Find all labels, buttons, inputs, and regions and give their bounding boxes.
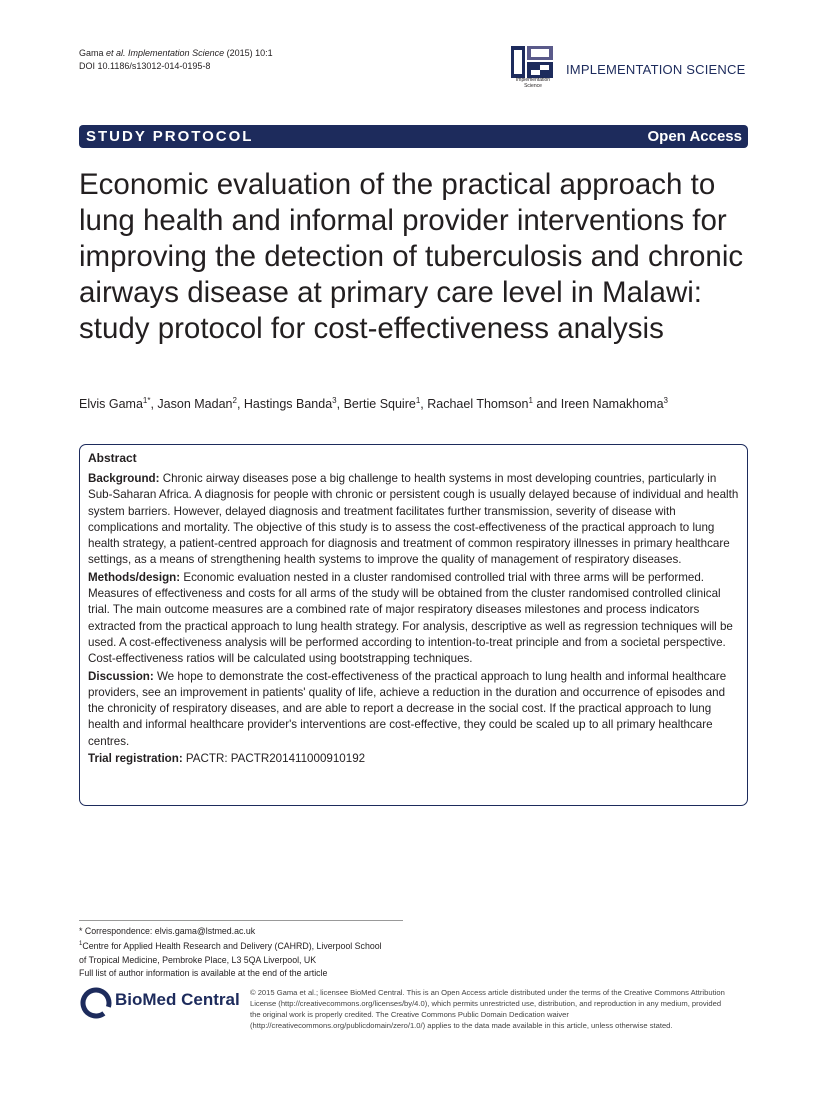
author[interactable]: Bertie Squire$^1$ bbox=[343, 396, 421, 412]
author-list: Elvis Gama$^{1*}$, Jason Madan$^2$, Hastings Banda$^3$, Bertie Squire$^1$, Rachael Thomson$^1$ and Ireen Namakhoma$^3$ bbox=[79, 396, 668, 412]
license-statement: © 2015 Gama et al.; licensee BioMed Central. This is an Open Access article distributed under the terms of the Creative Commons Attribution License (http://creativecommons.org/licenses/by/4.0), which permits unrestricted use, distribution, and reproduction in any medium, provided the original work is properly credited. The Creative Commons Public Domain Dedication waiver (http://creativecommons.org/publicdomain/zero/1.0/) applies to the data made available in this article, unless otherwise stated. bbox=[250, 988, 725, 1030]
footnote-divider bbox=[79, 920, 403, 921]
author[interactable]: Rachael Thomson$^1$ bbox=[427, 396, 533, 412]
author[interactable]: Jason Madan$^2$ bbox=[157, 396, 237, 412]
journal-logo bbox=[511, 46, 751, 94]
abstract-heading: Abstract bbox=[88, 451, 137, 465]
biomed-central-circle-icon bbox=[79, 986, 113, 1020]
abstract-background: Background: Chronic airway diseases pose a big challenge to health systems in most developing countries, particularly in Sub-Saharan Africa. A diagnosis for people with chronic or persistent cough is usually delayed because of individual and health system barriers. However, delayed diagnosis and treatment facilitates further transmission, severity of disease with complications and mortality. The objective of this study is to assess the cost-effectiveness of the practical approach to lung health strategy, a patient-centred approach for diagnosis and treatment of common respiratory illnesses in primary healthcare settings, as a means of strengthening health systems to improve the quality of management of respiratory diseases. bbox=[88, 472, 739, 567]
citation-header bbox=[79, 47, 273, 73]
correspondence-email[interactable]: elvis.gama@lstmed.ac.uk bbox=[154, 926, 256, 936]
author[interactable]: Hastings Banda$^3$ bbox=[243, 396, 337, 412]
correspondence: * Correspondence: elvis.gama@lstmed.ac.uk bbox=[79, 926, 256, 936]
biomed-central-logo bbox=[79, 986, 239, 1020]
et-al: et al. bbox=[106, 48, 126, 58]
article-title: Economic evaluation of the practical approach to lung health and informal provider interventions for improving the detection of tuberculosis and chronic airways disease at primary care level in Malawi: study protocol for cost-effectiveness analysis bbox=[79, 168, 744, 345]
abstract-discussion: Discussion: We hope to demonstrate the cost-effectiveness of the practical approach to lung health and informal healthcare providers, see an improvement in patients' quality of life, achieve a reduction in the duration and occurrence of episodes and the chronicity of respiratory diseases, and are able to report a decrease in the social cost. If the practical approach to lung health and informal healthcare provider's interventions are cost-effective, they could be scaled up to all primary healthcare centres. bbox=[88, 669, 727, 748]
affiliation-cont: of Tropical Medicine, Pembroke Place, L3 5QA Liverpool, UK bbox=[79, 954, 317, 965]
biomed-central-name: BioMed Central bbox=[115, 990, 240, 1009]
implementation-science-logo-icon bbox=[511, 46, 553, 78]
journal-logo-name: IMPLEMENTATION SCIENCE bbox=[566, 62, 746, 77]
abstract-methods: Methods/design: Economic evaluation nested in a cluster randomised controlled trial with three arms will be performed. Measures of effectiveness and costs for all arms of the study will be obtained from the cluster randomised controlled clinical trial. The main outcome measures are a combined rate of major respiratory diseases milestones and process indicators extracted from the practical approach to lung health strategy. For analysis, descriptive as well as regression techniques will be used. A cost-effectiveness analysis will be performed according to intention-to-treat principle and from a societal perspective. Cost-effectiveness ratios will be calculated using bootstrapping techniques. bbox=[88, 570, 733, 666]
citation-line: Gama et al. Implementation Science (2015) 10:1 bbox=[79, 48, 273, 58]
footnotes bbox=[79, 925, 382, 981]
journal-name: Implementation Science bbox=[125, 48, 225, 58]
logo-subtitle: Implementation Science bbox=[515, 77, 551, 89]
doi-line: DOI 10.1186/s13012-014-0195-8 bbox=[79, 61, 211, 71]
full-author-info-note: Full list of author information is available at the end of the article bbox=[79, 968, 328, 979]
article-type-label: STUDY PROTOCOL bbox=[86, 128, 254, 145]
affiliation: $^1$Centre for Applied Health Research and Delivery (CAHRD), Liverpool School bbox=[79, 941, 382, 952]
article-type-banner bbox=[79, 125, 748, 148]
abstract-trial-registration: Trial registration: PACTR: PACTR201411000910192 bbox=[88, 752, 366, 766]
author[interactable]: Ireen Namakhoma$^3$ bbox=[560, 396, 668, 412]
open-access-label[interactable]: Open Access bbox=[647, 128, 742, 145]
abstract-box bbox=[79, 444, 748, 806]
author[interactable]: Elvis Gama$^{1*}$ bbox=[79, 396, 151, 412]
